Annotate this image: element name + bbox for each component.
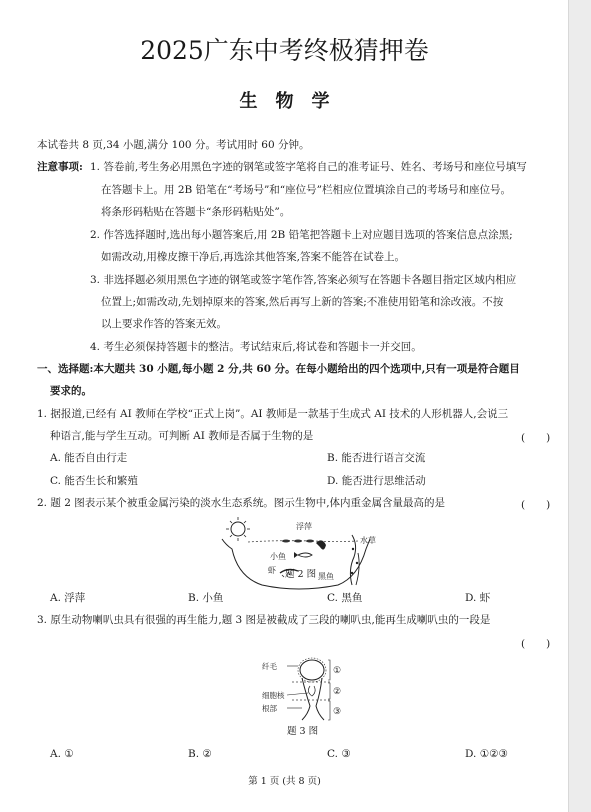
q3-answer-paren: ( ) [521, 638, 551, 650]
subject-title: 生 物 学 [239, 91, 330, 112]
page-edge-shadow [568, 0, 591, 812]
q3-option-a: A. ① [50, 748, 74, 760]
pond-outline [222, 539, 370, 589]
q3-option-c: C. ③ [327, 748, 351, 760]
q3-stem: 3. 原生动物喇叭虫具有很强的再生能力,题 3 图是被截成了三段的喇叭虫,能再生成喇叭虫的一段是 [37, 614, 491, 626]
q3-option-b: B. ② [188, 748, 212, 760]
sun-icon [226, 517, 250, 541]
intro-text: 本试卷共 8 页,34 小题,满分 100 分。考试用时 60 分钟。 [37, 139, 310, 151]
label-blackfish: 黑鱼 [318, 572, 334, 581]
notes-label: 注意事项: [37, 161, 83, 173]
label-cilia: 纤毛 [262, 662, 277, 671]
ecosystem-figure [218, 515, 378, 595]
q2-answer-paren: ( ) [521, 499, 551, 511]
trumpet-animal-icon [298, 658, 326, 720]
q1-stem: 1. 据报道,已经有 AI 教师在学校“正式上岗”。AI 教师是一款基于生成式 AI 技术的人形机器人,会说三 [37, 408, 509, 420]
note-line: 位置上;如需改动,先划掉原来的答案,然后再写上新的答案;不准使用铅笔和涂改液。不按 [101, 296, 504, 308]
q2-figure-caption: 题 2 图 [285, 569, 317, 580]
trumpet-animal-figure [262, 656, 362, 726]
region-brackets [328, 660, 330, 720]
q3-figure-caption: 题 3 图 [287, 726, 319, 737]
label-waterweed: 水草 [360, 536, 376, 545]
waterweed-icon [350, 535, 359, 585]
note-line: 在答题卡上。用 2B 铅笔在“考场号”和“座位号”栏相应位置填涂自己的考场号和座位号。 [101, 184, 512, 196]
note-line: 将条形码粘贴在答题卡“条形码粘贴处”。 [101, 206, 291, 218]
label-root: 根部 [262, 704, 277, 713]
q3-option-d: D. ①②③ [465, 748, 508, 760]
note-line: 2. 作答选择题时,选出每小题答案后,用 2B 铅笔把答题卡上对应题目选项的答案信息点涂黑; [90, 229, 513, 241]
note-line: 1. 答卷前,考生务必用黑色字迹的钢笔或签字笔将自己的准考证号、姓名、考场号和座位号填写 [90, 161, 527, 173]
q1-stem-cont: 种语言,能与学生互动。可判断 AI 教师是否属于生物的是 [50, 430, 314, 442]
q2-option-c: C. 黑鱼 [327, 592, 363, 604]
q2-option-a: A. 浮萍 [50, 592, 86, 604]
note-line: 4. 考生必须保持答题卡的整洁。考试结束后,将试卷和答题卡一并交回。 [90, 341, 422, 353]
marker-2: ② [333, 687, 342, 697]
cut-lines [292, 682, 332, 700]
q2-option-d: D. 虾 [465, 592, 491, 604]
exam-title: 2025广东中考终极猜押卷 [140, 36, 429, 65]
blackfish-icon [316, 540, 326, 549]
page-footer: 第 1 页 (共 8 页) [248, 776, 321, 787]
q2-stem: 2. 题 2 图表示某个被重金属污染的淡水生态系统。图示生物中,体内重金属含量最高的是 [37, 497, 446, 509]
marker-1: ① [333, 666, 342, 676]
small-fish-icon [294, 552, 312, 558]
q1-option-a: A. 能否自由行走 [50, 452, 128, 464]
section-heading: 一、选择题:本大题共 30 小题,每小题 2 分,共 60 分。在每小题给出的四个选项中,只有一项是符合题目 [37, 363, 520, 375]
section-heading-cont: 要求的。 [50, 385, 92, 397]
q1-option-c: C. 能否生长和繁殖 [50, 475, 138, 487]
water-surface [248, 541, 358, 542]
duckweed-icon [282, 540, 314, 543]
q1-answer-paren: ( ) [521, 432, 551, 444]
label-duckweed: 浮萍 [296, 522, 312, 531]
note-line: 以上要求作答的答案无效。 [101, 318, 227, 330]
marker-3: ③ [333, 707, 342, 717]
q1-option-d: D. 能否进行思维活动 [327, 475, 426, 487]
note-line: 如需改动,用橡皮擦干净后,再选涂其他答案,答案不能答在试卷上。 [101, 251, 406, 263]
note-line: 3. 非选择题必须用黑色字迹的钢笔或签字笔作答,答案必须写在答题卡各题目指定区域内相应 [90, 274, 517, 286]
label-nucleus: 细胞核 [262, 691, 285, 700]
q1-option-b: B. 能否进行语言交流 [327, 452, 426, 464]
label-small-fish: 小鱼 [270, 552, 286, 561]
label-shrimp: 虾 [268, 566, 276, 575]
q2-option-b: B. 小鱼 [188, 592, 224, 604]
